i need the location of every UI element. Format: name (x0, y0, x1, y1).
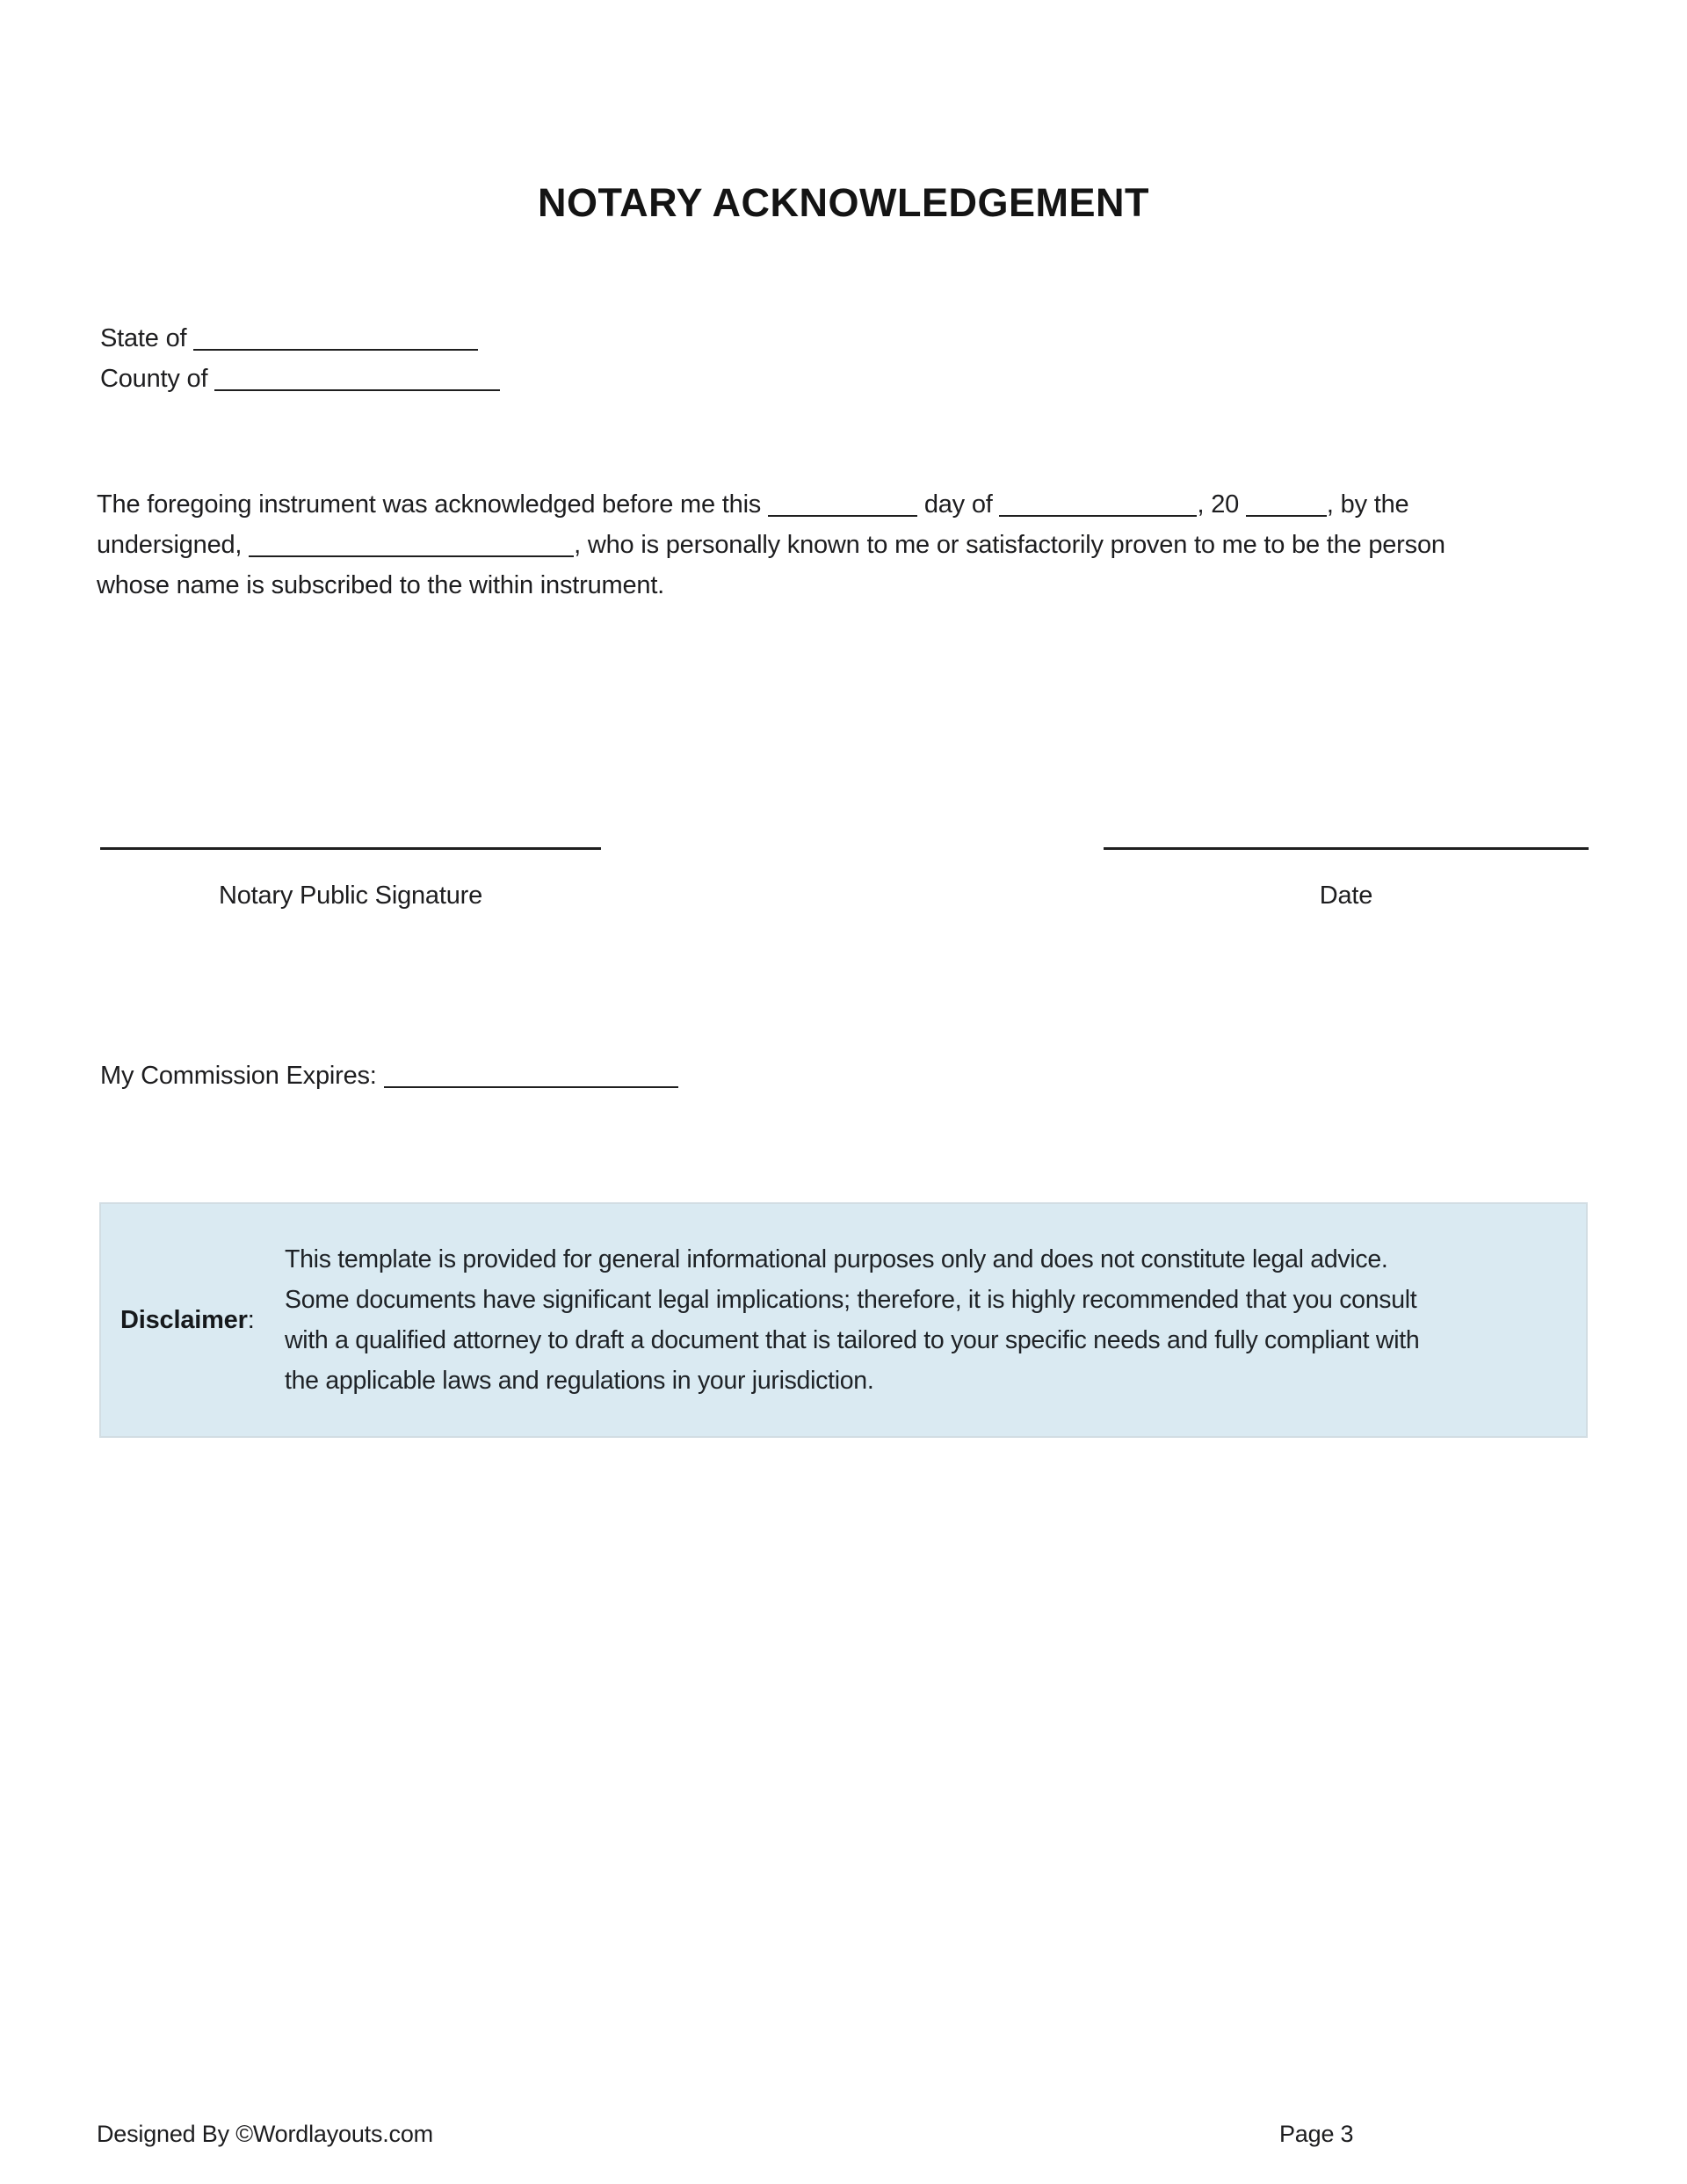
notary-signature-line (100, 847, 601, 850)
blank-field (1246, 490, 1327, 517)
text-run: , by the (1326, 490, 1409, 519)
text-run: undersigned, (97, 531, 250, 559)
commission-expires-line (100, 1056, 678, 1096)
disclaimer-text (285, 1239, 1563, 1401)
acknowledgment-paragraph (97, 484, 1445, 606)
blank-field (249, 530, 574, 557)
date-label: Date (1319, 882, 1373, 910)
notary-signature-label: Notary Public Signature (218, 882, 483, 910)
blank-field (384, 1061, 678, 1088)
commission-expires-section (100, 1056, 678, 1096)
text-run: , who is personally known to me or satisfactorily proven to me to be the person (574, 531, 1445, 559)
date-line (1104, 847, 1589, 850)
text-run: whose name is subscribed to the within instrument. (97, 571, 665, 599)
state-of-line (100, 318, 500, 359)
disclaimer-label (120, 1306, 285, 1335)
notary-signature-block (100, 847, 601, 911)
text-run: day of (916, 490, 1000, 519)
text-run: , 20 (1197, 490, 1246, 519)
disclaimer-text-line: Some documents have significant legal implications; therefore, it is highly recommended that you consult (285, 1286, 1417, 1314)
footer-page-number: Page 3 (1279, 2121, 1354, 2147)
county-of-line (100, 359, 500, 399)
text-run: The foregoing instrument was acknowledged before me this (97, 490, 768, 519)
disclaimer-box (99, 1202, 1588, 1438)
disclaimer-text-line: This template is provided for general informational purposes only and does not constitute legal advice. (285, 1245, 1388, 1273)
disclaimer-text-line: the applicable laws and regulations in your jurisdiction. (285, 1367, 874, 1395)
acknowledgment-line-3 (97, 565, 1445, 606)
text-run: State of (100, 324, 194, 352)
blank-field (193, 323, 478, 351)
page-title: NOTARY ACKNOWLEDGEMENT (538, 180, 1149, 225)
blank-field (214, 364, 500, 391)
footer-designed-by: Designed By ©Wordlayouts.com (97, 2121, 433, 2147)
date-block (1104, 847, 1589, 911)
disclaimer-label-word: Disclaimer (120, 1305, 248, 1334)
text-run: My Commission Expires: (100, 1062, 384, 1090)
blank-field (768, 490, 917, 517)
acknowledgment-line-2 (97, 525, 1445, 565)
acknowledgment-line-1 (97, 484, 1445, 525)
state-county-section (100, 318, 500, 399)
disclaimer-label-colon: : (247, 1305, 255, 1334)
blank-field (999, 490, 1197, 517)
disclaimer-text-line: with a qualified attorney to draft a document that is tailored to your specific needs and fully compliant with (285, 1326, 1420, 1354)
text-run: County of (100, 365, 215, 393)
